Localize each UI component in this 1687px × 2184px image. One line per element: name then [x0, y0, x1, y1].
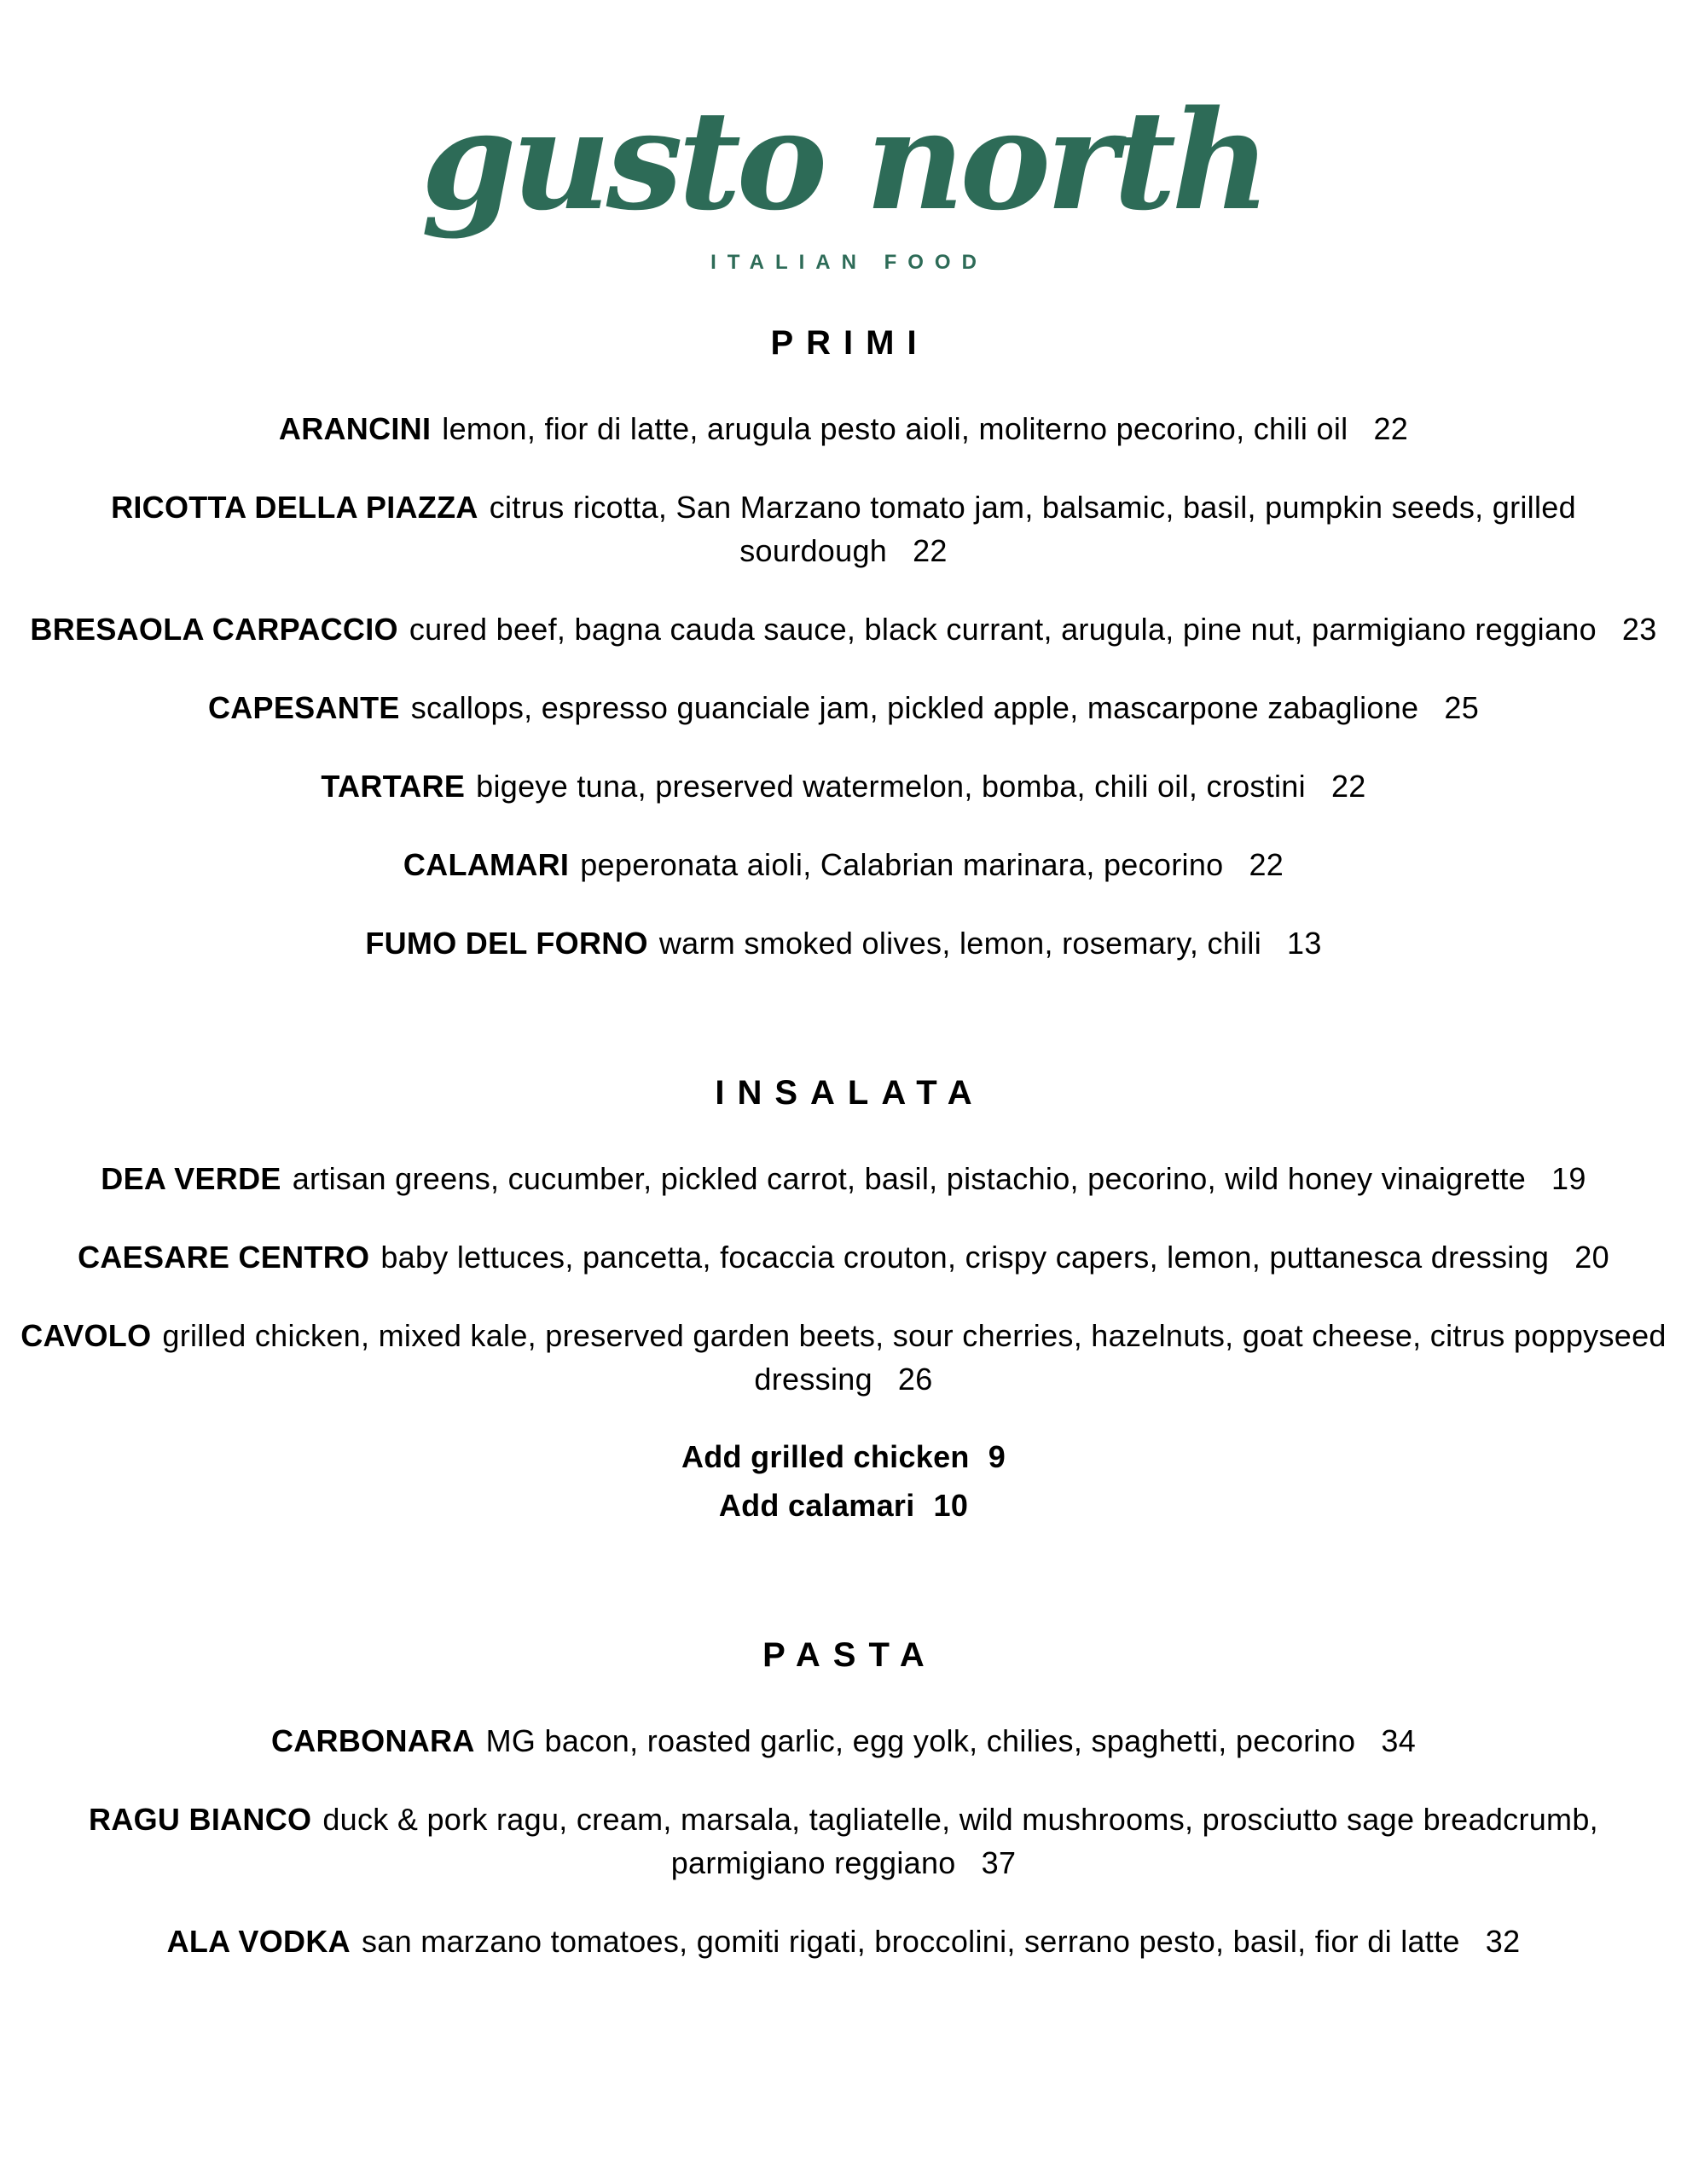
menu-item [12, 921, 1675, 965]
item-name: CALAMARI [403, 847, 570, 882]
menu-item [12, 843, 1675, 886]
item-price: 22 [1373, 411, 1409, 446]
menu-item [12, 1157, 1675, 1200]
item-description: baby lettuces, pancetta, focaccia crouton, crispy capers, lemon, puttanesca dressing [380, 1240, 1550, 1275]
menu-section-insalata [12, 1074, 1675, 1527]
item-description: scallops, espresso guanciale jam, pickled apple, mascarpone zabaglione [410, 690, 1419, 725]
item-description: peperonata aioli, Calabrian marinara, pecorino [580, 847, 1224, 882]
item-name: CAESARE CENTRO [78, 1240, 370, 1275]
item-price: 25 [1444, 690, 1480, 725]
menu-item [12, 607, 1675, 651]
item-name: TARTARE [321, 769, 466, 804]
item-description: san marzano tomatoes, gomiti rigati, broccolini, serrano pesto, basil, fior di latte [361, 1924, 1460, 1959]
item-description: MG bacon, roasted garlic, egg yolk, chilies, spaghetti, pecorino [485, 1723, 1356, 1758]
item-description: grilled chicken, mixed kale, preserved garden beets, sour cherries, hazelnuts, goat cheese, citrus poppyseed dressing [162, 1318, 1667, 1397]
menu-section-pasta [12, 1636, 1675, 1963]
item-description: duck & pork ragu, cream, marsala, tagliatelle, wild mushrooms, prosciutto sage breadcrumb, parmigiano reggiano [322, 1802, 1598, 1880]
item-name: FUMO DEL FORNO [365, 926, 648, 961]
item-name: CAVOLO [20, 1318, 152, 1353]
menu-item [12, 485, 1675, 572]
menu-item [12, 686, 1675, 729]
item-description: lemon, fior di latte, arugula pesto aioli, moliterno pecorino, chili oil [442, 411, 1348, 446]
addon-price: 10 [933, 1488, 969, 1523]
menu-item [12, 1920, 1675, 1963]
item-price: 22 [913, 533, 948, 568]
addon-label: Add grilled chicken [681, 1439, 970, 1474]
item-name: CAPESANTE [207, 690, 400, 725]
menu-section-primi [12, 324, 1675, 965]
item-price: 34 [1381, 1723, 1417, 1758]
section-title: PRIMI [770, 324, 930, 362]
item-description: citrus ricotta, San Marzano tomato jam, balsamic, basil, pumpkin seeds, grilled sourdough [489, 490, 1576, 568]
item-price: 13 [1287, 926, 1322, 961]
item-name: RAGU BIANCO [89, 1802, 312, 1837]
item-description: artisan greens, cucumber, pickled carrot, basil, pistachio, pecorino, wild honey vinaigrette [292, 1161, 1527, 1196]
item-price: 22 [1330, 769, 1366, 804]
addon-line [12, 1484, 1675, 1527]
item-name: BRESAOLA CARPACCIO [30, 612, 398, 647]
section-title: INSALATA [715, 1074, 985, 1112]
item-price: 32 [1485, 1924, 1521, 1959]
item-name: ALA VODKA [166, 1924, 351, 1959]
logo-tagline: ITALIAN FOOD [710, 251, 988, 274]
item-price: 26 [897, 1362, 933, 1397]
menu-sections [12, 275, 1675, 1998]
addon-line [12, 1436, 1675, 1478]
menu-item [12, 1719, 1675, 1763]
item-price: 37 [981, 1845, 1017, 1880]
item-name: ARANCINI [278, 411, 432, 446]
addon-price: 9 [988, 1439, 1006, 1474]
menu-item [12, 1235, 1675, 1279]
item-price: 20 [1574, 1240, 1609, 1275]
menu-item [12, 1798, 1675, 1885]
item-description: warm smoked olives, lemon, rosemary, chili [658, 926, 1261, 961]
addons-block [12, 1436, 1675, 1527]
logo-script-wordmark: gusto north [420, 80, 1267, 241]
restaurant-logo [421, 78, 1267, 275]
section-title: PASTA [762, 1636, 937, 1674]
item-price: 22 [1249, 847, 1284, 882]
item-price: 23 [1621, 612, 1657, 647]
item-name: CARBONARA [270, 1723, 475, 1758]
addon-label: Add calamari [718, 1488, 915, 1523]
item-price: 19 [1551, 1161, 1586, 1196]
menu-item [12, 407, 1675, 450]
item-name: DEA VERDE [101, 1161, 281, 1196]
item-description: bigeye tuna, preserved watermelon, bomba, chili oil, crostini [476, 769, 1306, 804]
menu-item [12, 764, 1675, 808]
item-description: cured beef, bagna cauda sauce, black currant, arugula, pine nut, parmigiano reggiano [409, 612, 1597, 647]
menu-item [12, 1314, 1675, 1401]
item-name: RICOTTA DELLA PIAZZA [111, 490, 478, 525]
